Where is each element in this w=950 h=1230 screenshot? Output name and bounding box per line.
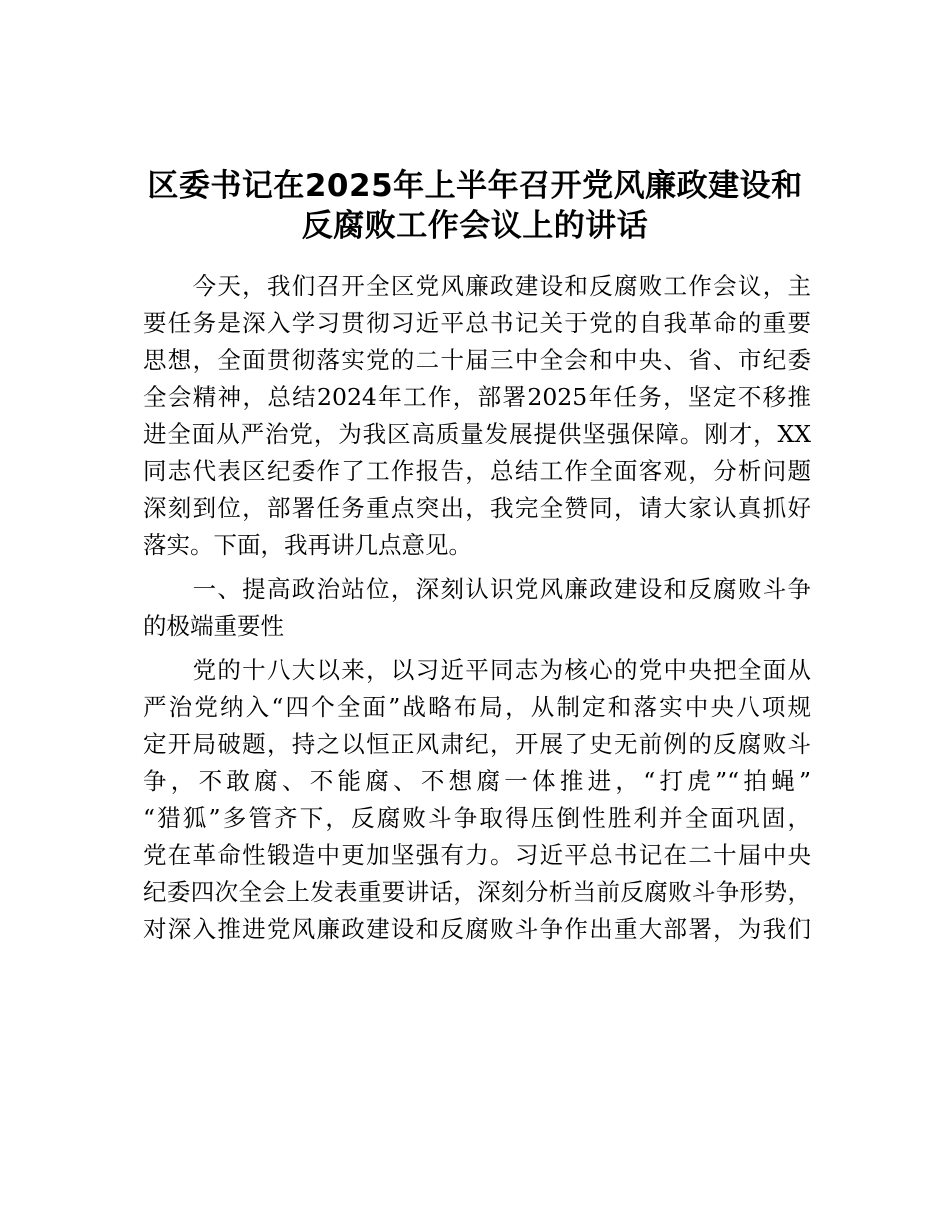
text-line: 党在革命性锻造中更加坚强有力。习近平总书记在二十届中央 <box>143 841 811 869</box>
document-title <box>120 166 830 246</box>
text-line: 同志代表区纪委作了工作报告，总结工作全面客观，分析问题 <box>143 457 811 485</box>
paragraph-opening <box>143 268 811 564</box>
text-line: 进全面从严治党，为我区高质量发展提供坚强保障。刚才，XX <box>143 420 811 448</box>
text-line: 定开局破题，持之以恒正风肃纪，开展了史无前例的反腐败斗 <box>143 730 811 758</box>
section-heading-1 <box>143 571 811 645</box>
text-line: 思想，全面贯彻落实党的二十届三中全会和中央、省、市纪委 <box>143 346 811 374</box>
heading-line: 的极端重要性 <box>143 612 284 640</box>
paragraph-gap <box>143 645 811 652</box>
text-line: 争，不敢腐、不能腐、不想腐一体推进，“打虎”“拍蝇” <box>143 767 811 795</box>
text-line: 对深入推进党风廉政建设和反腐败斗争作出重大部署，为我们 <box>143 915 811 943</box>
text-line: “猎狐”多管齐下，反腐败斗争取得压倒性胜利并全面巩固， <box>143 804 811 832</box>
text-line: 党的十八大以来，以习近平同志为核心的党中央把全面从 <box>143 656 811 684</box>
title-line-2: 反腐败工作会议上的讲话 <box>301 208 649 244</box>
document-body <box>143 268 811 948</box>
heading-line: 一、提高政治站位，深刻认识党风廉政建设和反腐败斗争 <box>143 575 811 603</box>
text-line: 严治党纳入“四个全面”战略布局，从制定和落实中央八项规 <box>143 693 811 721</box>
paragraph-gap <box>143 564 811 571</box>
text-line: 纪委四次全会上发表重要讲话，深刻分析当前反腐败斗争形势， <box>143 878 811 906</box>
text-line: 深刻到位，部署任务重点突出，我完全赞同，请大家认真抓好 <box>143 494 811 522</box>
text-line: 落实。下面，我再讲几点意见。 <box>143 531 472 559</box>
text-line: 今天，我们召开全区党风廉政建设和反腐败工作会议，主 <box>143 272 811 300</box>
text-line: 要任务是深入学习贯彻习近平总书记关于党的自我革命的重要 <box>143 309 811 337</box>
paragraph-section-1 <box>143 652 811 948</box>
title-line-1: 区委书记在2025年上半年召开党风廉政建设和 <box>147 168 803 204</box>
text-line: 全会精神，总结2024年工作，部署2025年任务，坚定不移推 <box>143 383 811 411</box>
